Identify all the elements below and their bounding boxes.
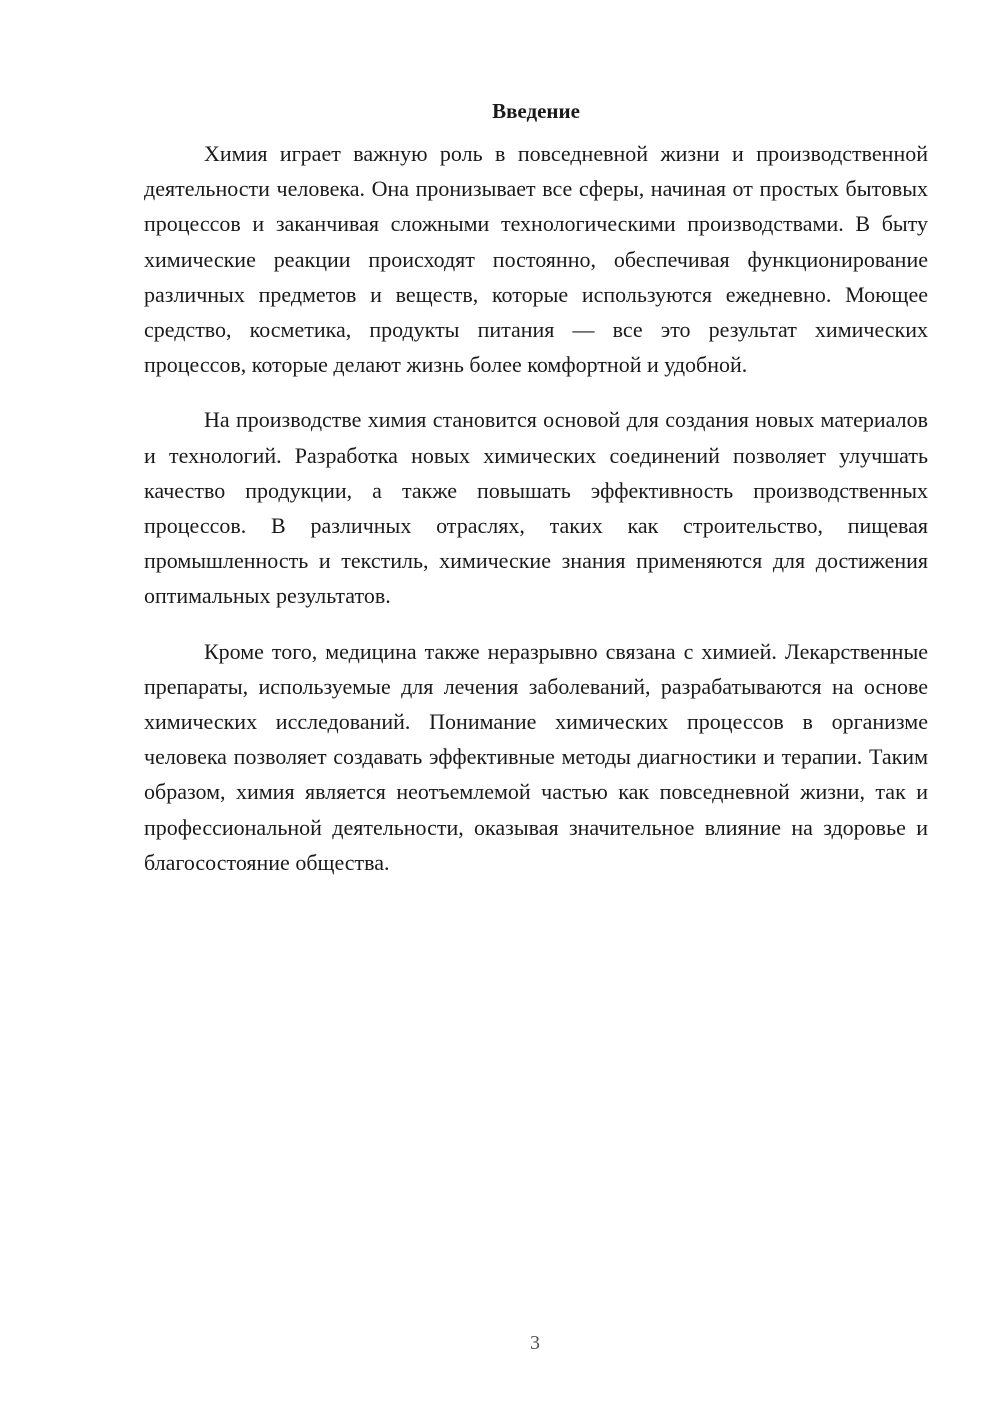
paragraph-3: Кроме того, медицина также неразрывно связана с химией. Лекарственные препараты, используемые для лечения заболеваний, разрабатываются на основе химических исследований. Понимание химических процессов в организме человека позволяет создавать эффективные методы диагностики и терапии. Таким образом, химия является неотъемлемой частью как повседневной жизни, так и профессиональной деятельности, оказывая значительное влияние на здоровье и благосостояние общества. bbox=[144, 638, 928, 875]
page-content bbox=[144, 94, 928, 900]
paragraph-2: На производстве химия становится основой для создания новых материалов и технологий. Разработка новых химических соединений позволяет улучшать качество продукции, а также повышать эффективность производственных процессов. В различных отраслях, таких как строительство, пищевая промышленность и текстиль, химические знания применяются для достижения оптимальных результатов. bbox=[144, 407, 928, 609]
section-heading: Введение bbox=[492, 99, 580, 123]
page-number: 3 bbox=[530, 1332, 540, 1354]
paragraph-1: Химия играет важную роль в повседневной жизни и производственной деятельности человека. Она пронизывает все сферы, начиная от простых бытовых процессов и заканчивая сложными технологическими производствами. В быту химические реакции происходят постоянно, обеспечивая функционирование различных предметов и веществ, которые используются ежедневно. Моющее средство, косметика, продукты питания — все это результат химических процессов, которые делают жизнь более комфортной и удобной. bbox=[144, 141, 928, 378]
